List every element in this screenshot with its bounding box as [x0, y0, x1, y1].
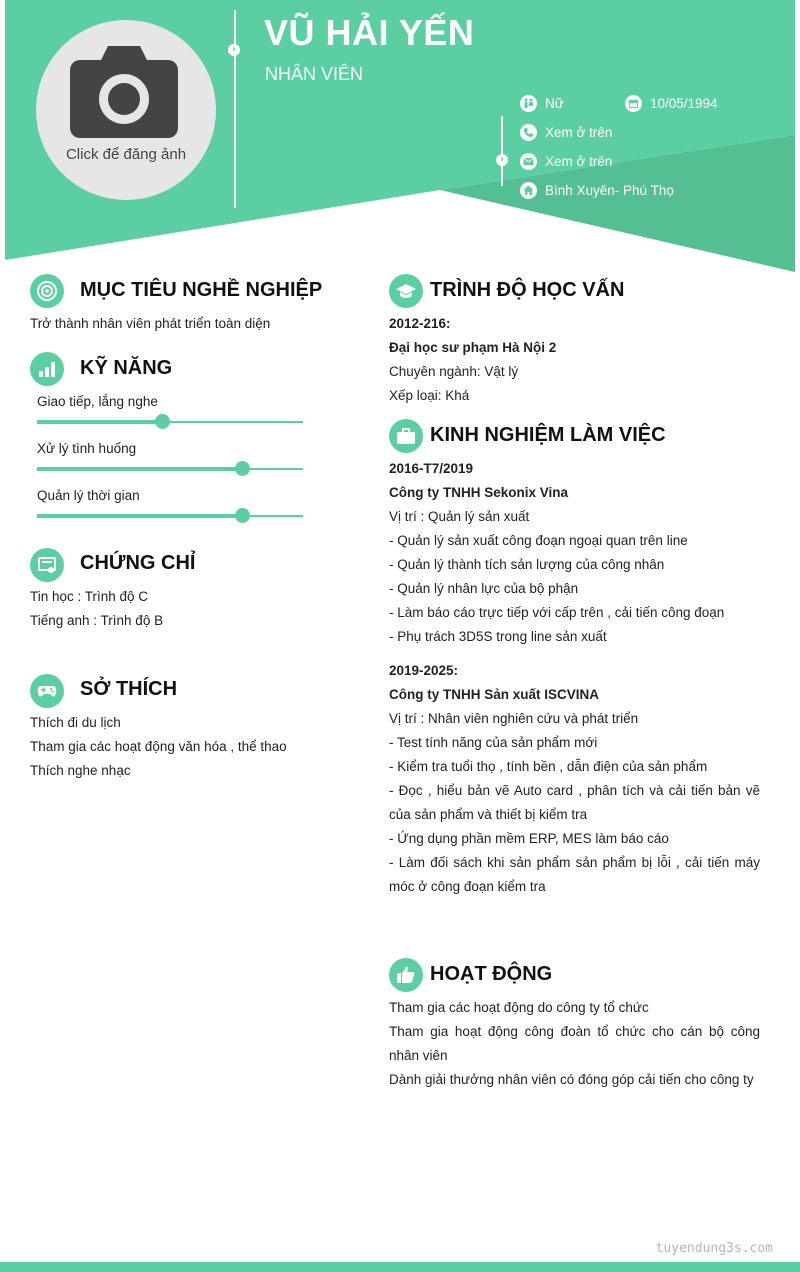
skills-title: KỸ NĂNG: [80, 357, 173, 379]
graduation-cap-icon: [389, 274, 423, 308]
target-icon: [30, 274, 64, 308]
phone-value: Xem ở trên: [545, 125, 613, 140]
job-company: Công ty TNHH Sekonix Vina: [389, 485, 569, 500]
job-duty: - Ứng dụng phần mềm ERP, MES làm báo cáo: [389, 831, 669, 846]
job-duty: - Phụ trách 3D5S trong line sản xuất: [389, 629, 607, 644]
job-duty: - Quản lý nhân lực của bộ phận: [389, 581, 579, 596]
activities-title: HOẠT ĐỘNG: [430, 963, 553, 985]
job-duty: - Kiểm tra tuổi thọ , tính bền , dẫn điện của sản phẩm: [389, 759, 708, 774]
job-role: Vị trí : Nhân viên nghiên cứu và phát triển: [389, 711, 639, 726]
job-duty: - Đọc , hiểu bản vẽ Auto card , phân tích và cải tiến bản vẽ của sản phẩm và thiết bị kiểm tra: [389, 783, 760, 822]
email-value: Xem ở trên: [545, 154, 613, 169]
skill-label: Quản lý thời gian: [37, 488, 140, 503]
hobbies-title: SỞ THÍCH: [80, 678, 178, 700]
candidate-name: VŨ HẢI YẾN: [264, 12, 475, 53]
job-role: Vị trí : Quản lý sản xuất: [389, 509, 530, 524]
skill-bar-knob: [235, 461, 250, 476]
gender-icon: [520, 95, 537, 112]
home-icon: [520, 182, 537, 199]
dob-row: [625, 95, 718, 113]
chevron-right-icon: ›: [496, 154, 508, 166]
calendar-icon: [625, 95, 642, 112]
education-rank: Xếp loại: Khá: [389, 388, 470, 403]
skill-bar-knob: [155, 414, 170, 429]
education-major: Chuyên ngành: Vật lý: [389, 364, 519, 379]
list-item: Thích nghe nhạc: [30, 763, 131, 778]
skill-bar-fill: [37, 467, 242, 471]
skill-label: Giao tiếp, lắng nghe: [37, 394, 158, 409]
briefcase-icon: [389, 419, 423, 453]
gender-value: Nữ: [545, 96, 564, 111]
list-item: Dành giải thưởng nhân viên có đóng góp cải tiến cho công ty: [389, 1072, 754, 1087]
candidate-position: NHÂN VIÊN: [265, 64, 364, 84]
experience-title: KINH NGHIỆM LÀM VIỆC: [430, 424, 666, 446]
avatar-upload[interactable]: [36, 20, 216, 200]
job-duty: - Quản lý thành tích sản lượng của công nhân: [389, 557, 665, 572]
email-icon: [520, 153, 537, 170]
job-duty: - Làm báo cáo trực tiếp với cấp trên , cải tiến công đoạn: [389, 605, 725, 620]
skill-bar-knob: [235, 508, 250, 523]
job-duty: - Làm đối sách khi sản phẩm sản phẩm bị lỗi , cải tiến máy móc ở công đoạn kiểm tra: [389, 855, 760, 894]
footer-bar: [0, 1262, 800, 1272]
skill-bar: [37, 421, 303, 423]
certificates-title: CHỨNG CHỈ: [80, 552, 196, 574]
info-divider: [501, 116, 503, 186]
camera-icon: [70, 46, 180, 138]
address-row: [520, 182, 674, 200]
list-item: Thích đi du lịch: [30, 715, 121, 730]
certificate-icon: [30, 548, 64, 582]
list-item: Tham gia các hoạt động do công ty tổ chức: [389, 1000, 649, 1015]
list-item: Tin học : Trình độ C: [30, 589, 149, 604]
watermark: tuyendung3s.com: [655, 1241, 773, 1256]
skill-label: Xử lý tình huống: [37, 441, 137, 456]
job-duty: - Test tính năng của sản phẩm mới: [389, 735, 598, 750]
chevron-right-icon: ›: [228, 44, 240, 56]
avatar-label: Click để đăng ảnh: [65, 146, 187, 163]
address-value: Bình Xuyên- Phú Thọ: [545, 183, 674, 198]
education-period: 2012-216:: [389, 316, 451, 331]
header-divider: [234, 10, 236, 208]
list-item: Tham gia các hoạt động văn hóa , thể thao: [30, 739, 287, 754]
education-title: TRÌNH ĐỘ HỌC VẤN: [430, 279, 625, 301]
education-school: Đại học sư phạm Hà Nội 2: [389, 340, 557, 355]
job-duty: - Quản lý sản xuất công đoạn ngoại quan trên line: [389, 533, 688, 548]
dob-value: 10/05/1994: [650, 96, 718, 111]
gamepad-icon: [30, 674, 64, 708]
gender-row: [520, 95, 564, 113]
job-period: 2016-T7/2019: [389, 461, 474, 476]
phone-row: [520, 124, 612, 142]
objective-text: Trở thành nhân viên phát triển toàn diện: [30, 316, 271, 331]
skill-bar-fill: [37, 514, 242, 518]
job-period: 2019-2025:: [389, 663, 459, 678]
list-item: Tham gia hoạt động công đoàn tổ chức cho cán bộ công nhân viên: [389, 1024, 760, 1063]
phone-icon: [520, 124, 537, 141]
thumbs-up-icon: [389, 958, 423, 992]
objective-title: MỤC TIÊU NGHỀ NGHIỆP: [80, 279, 323, 301]
bar-chart-icon: [30, 352, 64, 386]
skill-bar-fill: [37, 420, 162, 424]
skill-bar: [37, 468, 303, 470]
job-company: Công ty TNHH Sản xuất ISCVINA: [389, 687, 600, 702]
skill-bar: [37, 515, 303, 517]
list-item: Tiếng anh : Trình độ B: [30, 613, 164, 628]
email-row: [520, 153, 612, 171]
